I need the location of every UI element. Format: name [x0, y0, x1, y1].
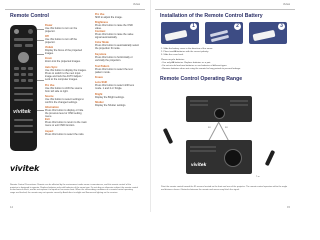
button-graphic: [14, 79, 19, 82]
desc-item: [95, 101, 140, 107]
button-row-graphic: [14, 99, 33, 101]
projector-logo: vivitek: [191, 162, 207, 167]
lens-graphic: [214, 108, 225, 119]
button-graphic: [28, 67, 33, 70]
button-graphic: [21, 73, 26, 76]
instruction-line: 1. Slide the battery cover in the direction of the arrow.: [161, 48, 213, 50]
instruction-line: 2. Place two AA batteries with the correct polarity.: [161, 51, 209, 53]
desc-label: Test Pattern: [95, 65, 110, 68]
desc-label: Color Mode: [95, 41, 109, 44]
desc-label: Brightness: [95, 21, 109, 24]
desc-label: Power: [45, 24, 53, 27]
button-graphic: [28, 79, 33, 82]
desc-text: Display the Shutter settings.: [95, 104, 127, 107]
desc-text: Press this button to raise the OSD value.: [95, 24, 133, 30]
section-title-operating-range: Remote Control Operating Range: [160, 76, 243, 82]
projector-rear-illustration: [186, 96, 252, 122]
battery-step-3-illustration: [249, 22, 287, 44]
desc-item: [45, 106, 87, 118]
desc-text: Use this button to shift the source from left side to right.: [45, 87, 83, 93]
desc-label: Shutter: [95, 101, 104, 104]
desc-item: [95, 93, 140, 99]
precautions-note: Remote Control Precautions: Remote can be affected by the environment under some circumstances, and this remote control of the projector is designed to operate. Replace batteries only with batteries of the same type. Do not drop or otherwise subject the remote control to mechanical shock, and do not expose it to liquids or excessive heat. When the surrounding conditions of a remote control operating range are blocked, the remote may not operate correctly. Avoid direct sunlight and fluorescent lighting on the receiver.: [10, 184, 138, 195]
desc-label: Off: [45, 35, 49, 38]
remote-graphic: [163, 128, 173, 144]
desc-item: [45, 84, 87, 93]
desc-item: [45, 118, 87, 127]
desc-label: Pro Vue: [45, 84, 55, 87]
desc-label: Information: [45, 106, 59, 109]
desc-item: [45, 35, 87, 44]
battery-step-2-illustration: [205, 22, 243, 44]
vivitek-logo: vivitek: [10, 164, 40, 173]
desc-item: [95, 21, 140, 30]
desc-text: Press this button to select the ratio.: [45, 133, 85, 136]
remote-logo: vivitek: [13, 109, 31, 115]
desc-item: [95, 76, 140, 79]
off-button-graphic: [28, 29, 33, 34]
button-graphic: [14, 73, 19, 76]
desc-text: Shift to adjust the image.: [95, 16, 123, 19]
desc-text: Use this button to turn off the projector.: [45, 38, 78, 44]
desc-text: Press this button to select the test pattern mode.: [95, 68, 133, 74]
desc-item: [45, 66, 87, 81]
dpad-graphic: [18, 52, 29, 63]
right-page: [150, 0, 300, 212]
desc-item: [95, 65, 140, 74]
desc-text: Use this button to turn on the projector.: [45, 27, 78, 33]
desc-text: Press this button to return to the main menu or exit OSD function.: [45, 121, 87, 127]
right-running-head: Vivitek: [283, 3, 290, 6]
button-graphic: [21, 67, 26, 70]
desc-label: Lens Shift: [95, 81, 108, 84]
page-title-remote-control: Remote Control: [10, 13, 49, 19]
instruction-line: 3. Slide the cover back.: [161, 54, 184, 56]
step-number: 3: [278, 23, 285, 30]
left-page: [0, 0, 150, 212]
desc-text: Press this button to automatically select the projection fit mode.: [95, 44, 139, 50]
desc-text: Use this button to select settings to confirm the changed settings.: [45, 98, 84, 104]
remote-graphic: [265, 150, 275, 166]
desc-text: Press this button to horizontally or vertically the projection.: [95, 56, 133, 62]
page-title-battery-installation: Installation of the Remote Control Battery: [160, 13, 263, 19]
desc-item: [45, 57, 87, 63]
operating-range-note: Point the remote control toward the IR sensors located on the front and rear of the projector. The remote control operates within the angle and distance shown. Obstacles between the remote and sensor may block the signal.: [161, 186, 288, 191]
hand-graphic: [253, 30, 276, 41]
desc-text: Use this button to display the images. Press to switch to the next input image and lock the AUTO Adjust / Lock to the computer images.: [45, 69, 87, 81]
button-graphic: [21, 79, 26, 82]
desc-item: [95, 30, 140, 39]
vent-graphic: [190, 104, 208, 106]
desc-item: [45, 24, 87, 33]
button-graphic: [14, 67, 19, 70]
range-distance-label: 7 m: [256, 176, 260, 178]
projector-front-illustration: [186, 140, 252, 174]
desc-text: Press this button to select shift lens mode. 1 and 2 or Single.: [95, 84, 135, 90]
page-number-left: 14: [10, 206, 13, 209]
button-row-graphic: [14, 93, 33, 95]
desc-label: Aspect: [45, 130, 54, 133]
left-running-head: Vivitek: [133, 3, 140, 6]
desc-item: [95, 13, 140, 19]
hand-graphic: [165, 30, 188, 41]
button-graphic: [14, 44, 22, 47]
button-row-graphic: [14, 87, 33, 89]
button-row-graphic: [14, 38, 33, 41]
desc-label: Vivitek: [45, 46, 54, 49]
desc-item: [45, 46, 87, 55]
desc-text: Press this button to display or hide the previous level or OSD setting menu.: [45, 109, 84, 118]
button-graphic: [28, 73, 33, 76]
instruction-line: - Do not mix old and new batteries or use batteries of different types.: [161, 65, 228, 67]
instruction-line: Please recycle batteries.: [161, 59, 185, 61]
range-angle-label: 30°: [208, 127, 212, 129]
button-row-graphic: [14, 125, 33, 127]
header-rule: [5, 9, 145, 10]
desc-label: Freeze: [95, 76, 103, 79]
desc-label: Source: [45, 95, 54, 98]
vent-graphic: [190, 150, 216, 152]
header-rule: [155, 9, 295, 10]
desc-label: Auto Sync: [45, 66, 58, 69]
step-number: 2: [234, 23, 241, 30]
desc-text: Display the Bright settings.: [95, 96, 125, 99]
desc-item: [45, 95, 87, 104]
desc-label: Zoom: [45, 57, 52, 60]
button-graphic: [25, 44, 33, 47]
power-button-graphic: [14, 29, 19, 34]
instruction-line: - Remove batteries when not using the remote for long periods to prevent leakage.: [161, 68, 241, 70]
desc-label: Exit: [45, 118, 50, 121]
desc-label: Keystone: [95, 53, 107, 56]
lens-graphic: [224, 149, 242, 167]
vent-graphic: [230, 100, 248, 102]
button-row-graphic: [14, 119, 33, 121]
range-angle-label: 30°: [225, 127, 229, 129]
desc-text: Press this button to raise the value signal automatically.: [95, 33, 134, 39]
vent-graphic: [230, 104, 248, 106]
desc-item: [95, 41, 140, 50]
battery-step-1-illustration: [161, 22, 199, 44]
desc-text: Zoom into the projected images.: [45, 60, 81, 63]
desc-label: Bright: [95, 93, 103, 96]
vent-graphic: [190, 100, 208, 102]
desc-item: [95, 81, 140, 90]
remote-control-illustration: [10, 25, 37, 151]
desc-item: [45, 130, 87, 136]
vent-graphic: [190, 146, 216, 148]
step-number: 1: [190, 23, 197, 30]
desc-label: Contrast: [95, 30, 106, 33]
page-number-right: 15: [287, 206, 290, 209]
instruction-line: - Use only AA batteries. Replace batteries as a pair.: [161, 62, 211, 64]
button-row-graphic: [14, 131, 33, 133]
desc-label: Pro Vue: [95, 13, 105, 16]
desc-item: [95, 53, 140, 62]
desc-text: Display the focus of the projected images.: [45, 49, 82, 55]
